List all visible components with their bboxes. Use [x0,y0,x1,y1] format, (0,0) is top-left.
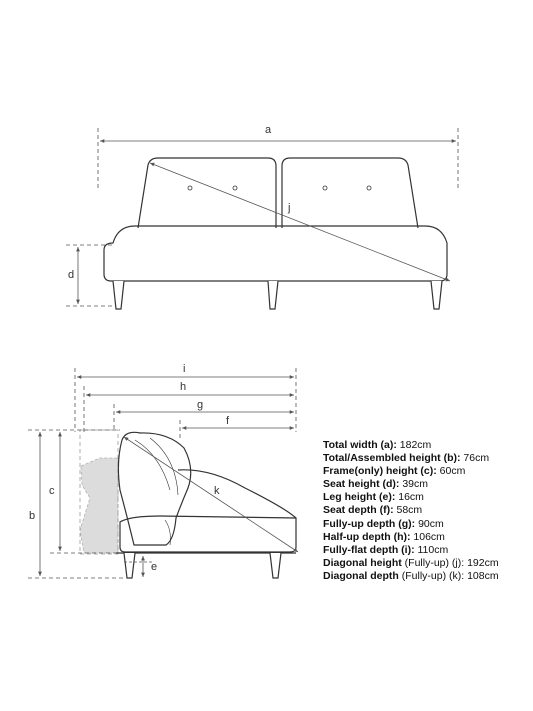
cushion-button [188,186,192,190]
sofa-front-view [104,158,447,309]
dimension-j-line [150,163,450,281]
dimension-d-label: d [68,269,75,281]
dimension-g-label: g [197,399,204,411]
spec-fully-flat-depth: Fully-flat depth (i): 110cm [323,543,449,556]
side-leg [270,553,281,578]
seat-front [104,226,447,281]
spec-frame-height: Frame(only) height (c): 60cm [323,465,466,478]
side-leg [124,553,135,578]
cushion-button [367,186,371,190]
front-leg [113,281,124,309]
backrest-right-cushion [282,158,418,228]
spec-total-width: Total width (a): 182cm [323,439,432,451]
front-dimensions [66,128,458,306]
spec-diagonal-depth: Diagonal depth (Fully-up) (k): 108cm [323,569,499,582]
cushion-button [233,186,237,190]
front-leg [268,281,278,309]
spec-seat-depth: Seat depth (f): 58cm [323,504,423,517]
dimension-e-label: e [151,561,158,573]
spec-half-up-depth: Half-up depth (h): 106cm [323,530,445,543]
ghost-flat-position [80,458,118,553]
backrest-left-cushion [138,158,276,228]
dimension-c-label: c [49,485,55,497]
ghost-recline-positions [80,430,118,554]
dimension-b-label: b [29,510,36,522]
cushion-button [323,186,327,190]
dimension-f-label: f [226,415,230,427]
dimension-k-label: k [214,485,220,497]
dimension-i-label: i [183,363,186,375]
dimension-a-label: a [265,124,272,136]
front-leg [431,281,442,309]
dimension-spec-list [323,439,499,583]
dimension-j-label: j [288,202,291,214]
spec-fully-up-depth: Fully-up depth (g): 90cm [323,517,444,530]
spec-leg-height: Leg height (e): 16cm [323,491,424,504]
spec-total-height: Total/Assembled height (b): 76cm [323,452,490,465]
spec-diagonal-height: Diagonal height (Fully-up) (j): 192cm [323,556,499,569]
side-backrest [118,432,190,545]
dimension-h-label: h [180,381,187,393]
spec-seat-height: Seat height (d): 39cm [323,478,429,491]
